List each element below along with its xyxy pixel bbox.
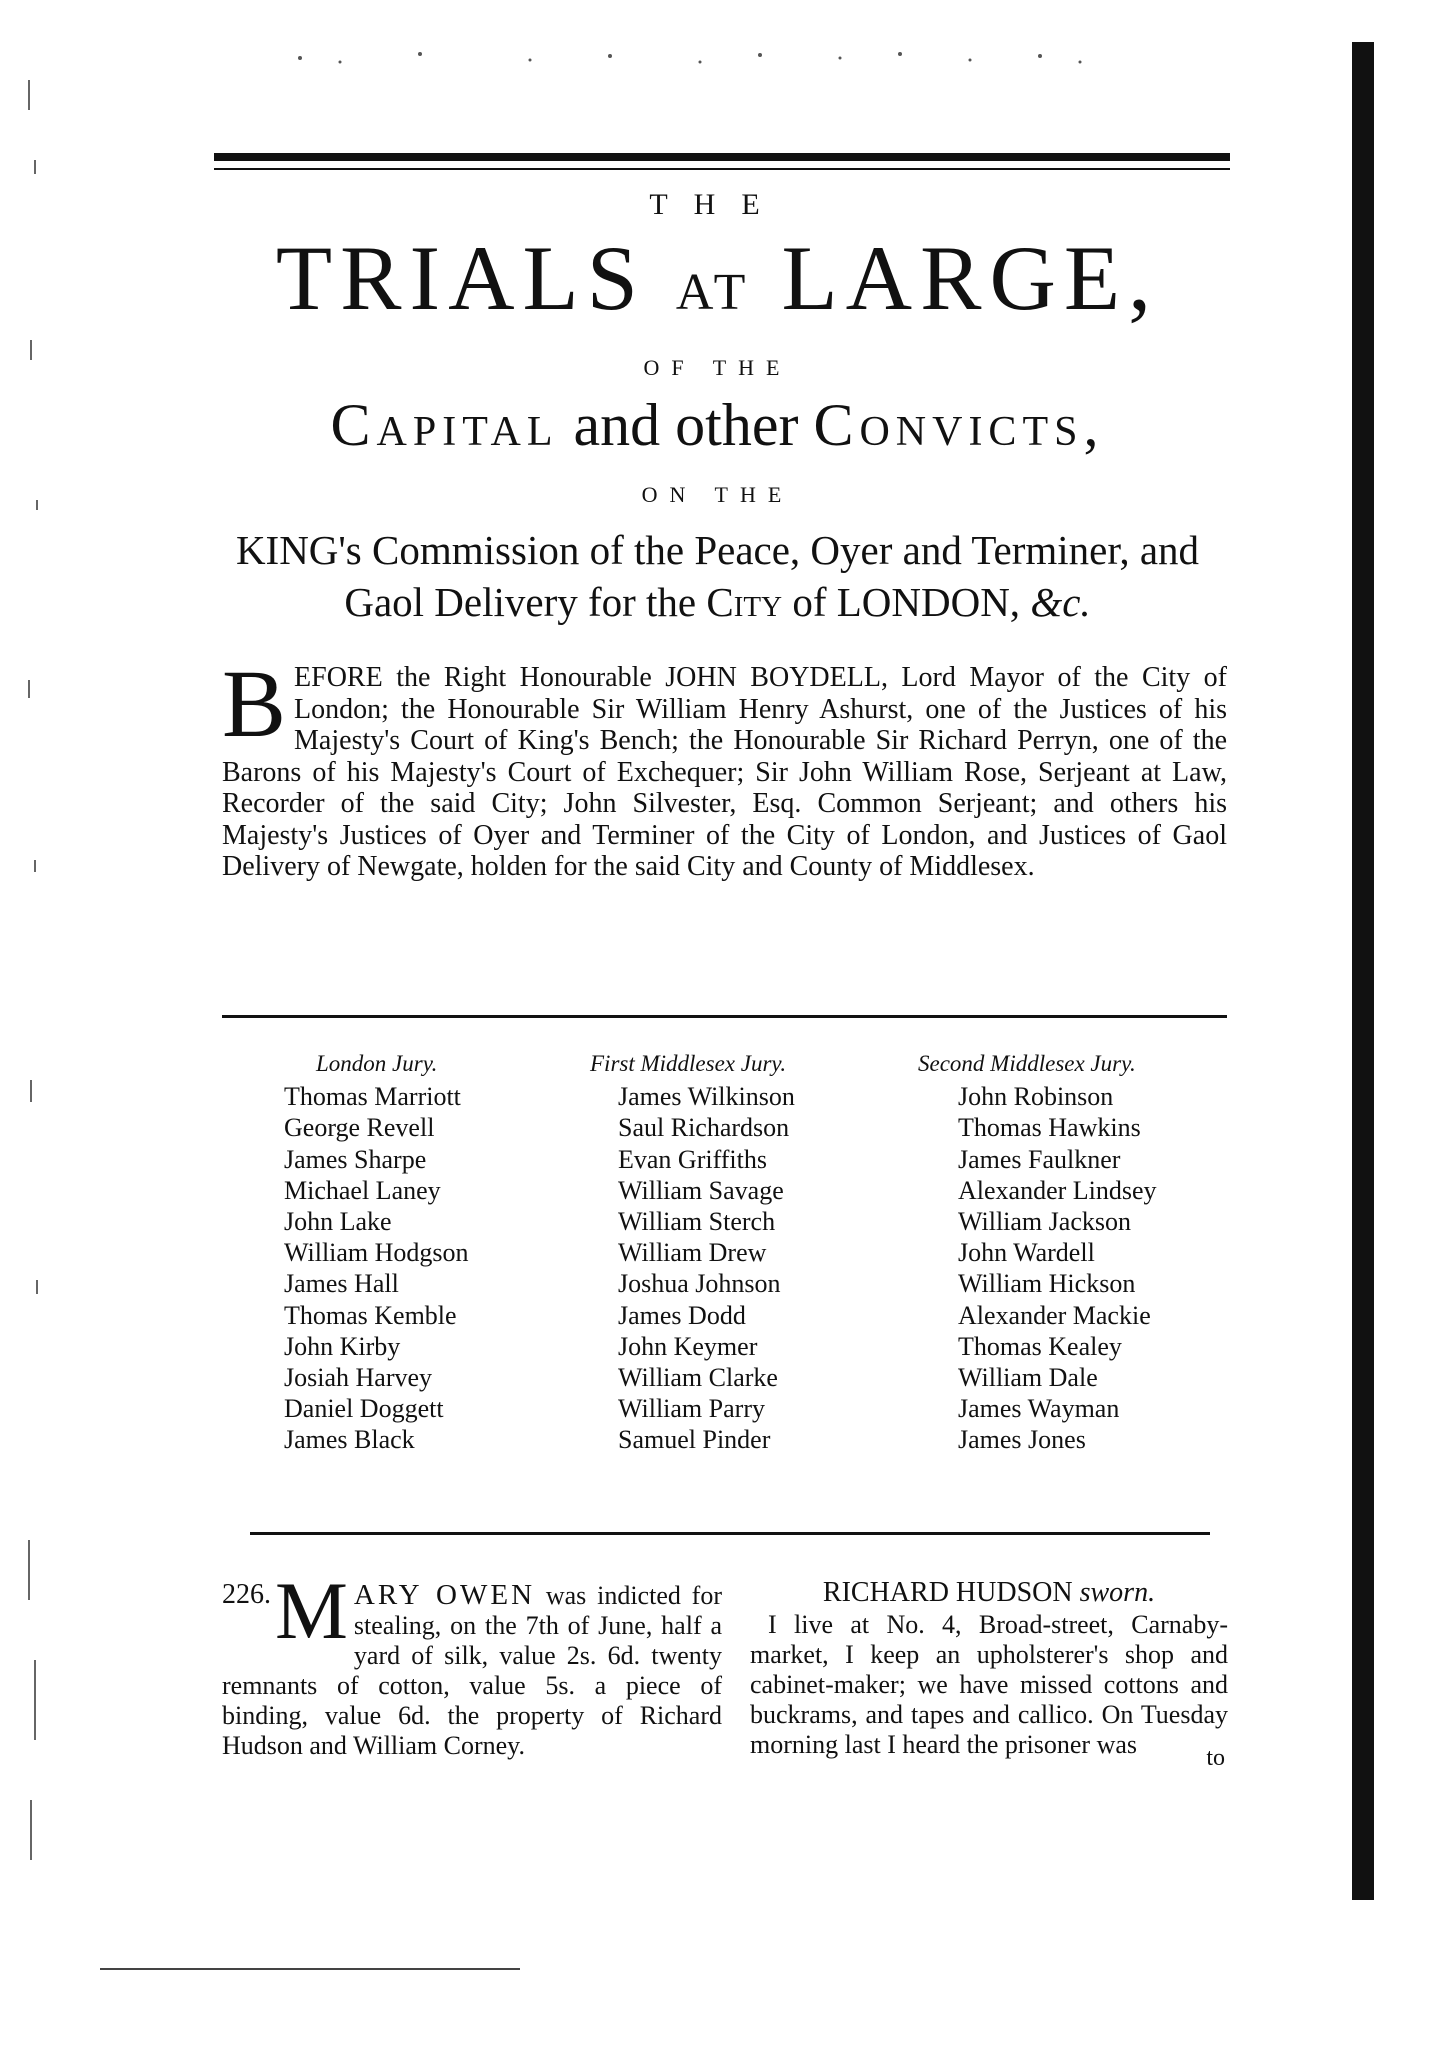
- jury-member: Thomas Marriott: [284, 1082, 461, 1112]
- preamble-paragraph: [222, 650, 1227, 883]
- witness-testimony: [750, 1578, 1228, 1760]
- jury-member: William Parry: [618, 1394, 765, 1424]
- jury-member: John Wardell: [958, 1238, 1095, 1268]
- jury-member: William Drew: [618, 1238, 767, 1268]
- jury-member-list: [278, 1081, 558, 1455]
- jury-member: George Revell: [284, 1113, 435, 1143]
- jury-member: William Savage: [618, 1175, 784, 1205]
- jury-member: James Black: [284, 1425, 415, 1455]
- jury-member: William Dale: [958, 1363, 1098, 1393]
- jury-member: Michael Laney: [284, 1175, 441, 1205]
- jury-member: William Hodgson: [284, 1238, 469, 1268]
- jury-member: Thomas Hawkins: [958, 1113, 1141, 1143]
- jury-member: John Robinson: [958, 1082, 1114, 1112]
- scan-noise-top: [280, 40, 1100, 80]
- defendant-name: ARY OWEN: [353, 1579, 536, 1611]
- jury-member: James Wayman: [958, 1394, 1120, 1424]
- title-large: LARGE,: [781, 227, 1160, 329]
- jury-member: Daniel Doggett: [284, 1394, 444, 1424]
- subtitle-capital-convicts: [0, 392, 1435, 458]
- witness-heading: [750, 1578, 1228, 1608]
- jury-heading: First Middlesex Jury.: [590, 1051, 787, 1076]
- catchword: to: [1206, 1745, 1225, 1771]
- jury-london: [278, 1048, 558, 1456]
- jury-member: William Jackson: [958, 1207, 1131, 1237]
- jury-member: James Sharpe: [284, 1144, 427, 1174]
- jury-member: Josiah Harvey: [284, 1363, 433, 1393]
- subtitle-and-other: and other: [573, 392, 799, 458]
- scan-noise-margin: [20, 40, 60, 1940]
- subtitle-convicts: Convicts,: [813, 392, 1105, 458]
- gaol-etc: &c.: [1030, 579, 1091, 625]
- witness-text: I live at No. 4, Broad-street, Carnaby-market, I keep an upholsterer's shop and cabinet-maker; we have missed cottons and buckrams, and tapes and callico. On Tuesday morning last I heard the prisoner was: [750, 1610, 1228, 1759]
- jury-member-list: [918, 1081, 1218, 1455]
- subtitle-capital: Capital: [330, 392, 559, 458]
- top-rule-thin: [214, 168, 1230, 170]
- rule-below-juries: [250, 1532, 1210, 1535]
- title-at: AT: [675, 264, 752, 321]
- jury-first-middlesex: [590, 1048, 870, 1456]
- preamble-drop-cap: B: [222, 650, 287, 757]
- jury-member: Thomas Kealey: [958, 1331, 1122, 1361]
- subtitle-commission: KING's Commission of the Peace, Oyer and Terminer, and: [235, 527, 1200, 573]
- top-rule-thick: [214, 153, 1230, 161]
- case-drop-cap: M: [275, 1565, 348, 1656]
- jury-member: William Hickson: [958, 1269, 1136, 1299]
- jury-member: William Sterch: [618, 1207, 776, 1237]
- jury-member: James Faulkner: [958, 1144, 1121, 1174]
- jury-heading: Second Middlesex Jury.: [918, 1051, 1136, 1076]
- gaol-text-b: of LONDON,: [792, 579, 1021, 625]
- jury-member: Saul Richardson: [618, 1113, 790, 1143]
- gaol-city: City: [706, 579, 783, 625]
- case-number: 226.: [222, 1579, 271, 1610]
- witness-name: RICHARD HUDSON: [822, 1577, 1073, 1608]
- jury-member: John Lake: [284, 1207, 392, 1237]
- jury-member: Joshua Johnson: [618, 1269, 781, 1299]
- subtitle-on-the: ON THE: [641, 482, 794, 507]
- jury-member: James Wilkinson: [618, 1082, 795, 1112]
- jury-second-middlesex: [918, 1048, 1218, 1456]
- jury-member: Alexander Lindsey: [958, 1175, 1157, 1205]
- preamble-text: EFORE the Right Honourable JOHN BOYDELL, Lord Mayor of the City of London; the Honourable Sir William Henry Ashurst, one of the Justices of his Majesty's Court of King's Bench; the Honourable Sir Richard Perryn, one of the Barons of his Majesty's Court of Exchequer; Sir John William Rose, Serjeant at Law, Recorder of the said City; John Silvester, Esq. Common Serjeant; and others his Majesty's Justices of Oyer and Terminer of the City of London, and Justices of Gaol Delivery of Newgate, holden for the said City and County of Middlesex.: [222, 662, 1227, 882]
- jury-member: John Keymer: [618, 1331, 758, 1361]
- jury-member-list: [590, 1081, 870, 1455]
- witness-sworn: sworn.: [1079, 1577, 1156, 1608]
- title-trials: TRIALS: [275, 227, 646, 329]
- case-paragraph: [222, 1565, 723, 1761]
- jury-member: James Hall: [284, 1269, 399, 1299]
- title-the: THE: [649, 188, 786, 221]
- jury-member: Samuel Pinder: [618, 1425, 771, 1455]
- gaol-text-a: Gaol Delivery for the: [344, 579, 697, 625]
- jury-member: Thomas Kemble: [284, 1300, 457, 1330]
- rule-above-juries: [222, 1015, 1227, 1018]
- main-title: [0, 227, 1435, 329]
- jury-member: James Dodd: [618, 1300, 746, 1330]
- subtitle-gaol-delivery: [0, 579, 1435, 625]
- jury-member: James Jones: [958, 1425, 1086, 1455]
- bottom-scan-line: [100, 1968, 520, 1970]
- jury-member: Alexander Mackie: [958, 1300, 1151, 1330]
- jury-heading: London Jury.: [316, 1051, 438, 1076]
- jury-member: Evan Griffiths: [618, 1144, 767, 1174]
- case-text: was indicted for stealing, on the 7th of June, half a yard of silk, value 2s. 6d. twenty remnants of cotton, value 5s. a piece of binding, value 6d. the property of Richard Hudson and William Corney.: [222, 1581, 723, 1760]
- subtitle-of-the: OF THE: [643, 355, 792, 380]
- jury-member: William Clarke: [618, 1363, 778, 1393]
- jury-member: John Kirby: [284, 1331, 401, 1361]
